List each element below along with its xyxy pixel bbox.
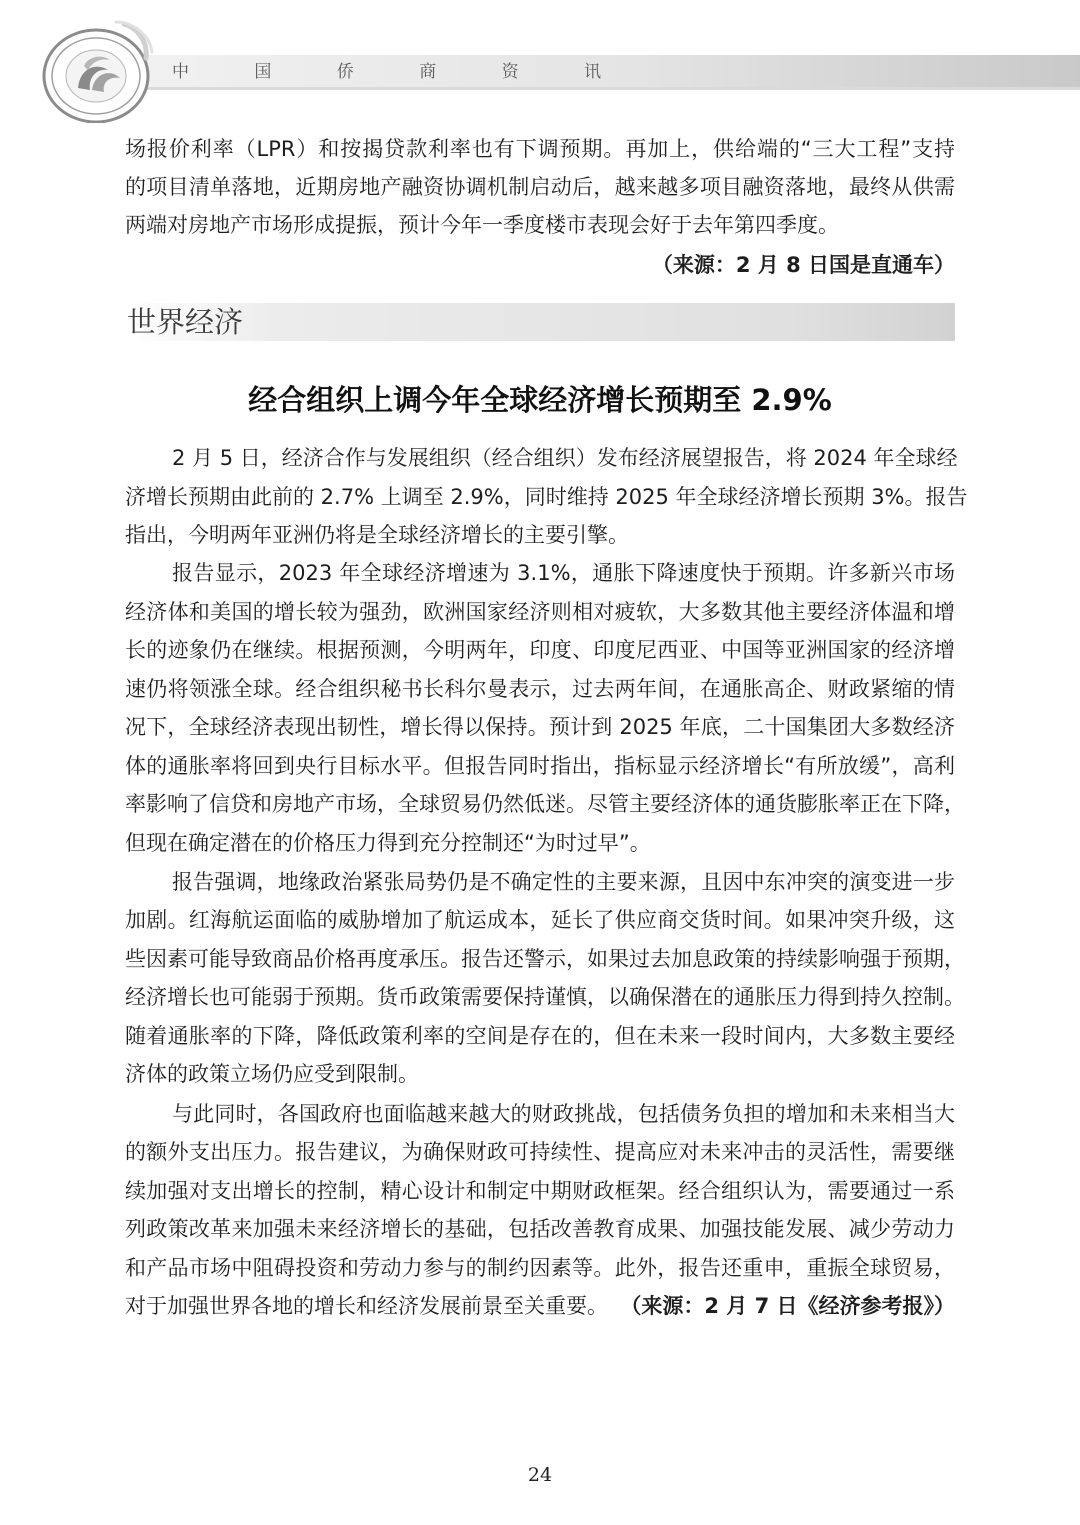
text-line: 指出，今明两年亚洲仍将是全球经济增长的主要引擎。: [125, 523, 629, 547]
text-line: 对于加强世界各地的增长和经济发展前景至关重要。: [125, 1294, 608, 1318]
text-line: 但现在确定潜在的价格压力得到充分控制还“为时过早”。: [125, 831, 651, 855]
text-line: 经济增长也可能弱于预期。货币政策需要保持谨慎，以确保潜在的通胀压力得到持久控制。: [125, 985, 965, 1009]
section-banner: [125, 303, 955, 341]
text-line: 的额外支出压力。报告建议，为确保财政可持续性、提高应对未来冲击的灵活性，需要继: [125, 1140, 955, 1164]
text-line: 与此同时，各国政府也面临越来越大的财政挑战，包括债务负担的增加和未来相当大: [172, 1102, 955, 1126]
article-source: （来源：2 月 7 日《经济参考报》）: [620, 1294, 955, 1318]
text-line: 场报价利率（LPR）和按揭贷款利率也有下调预期。再加上，供给端的“三大工程”支持: [125, 137, 955, 161]
text-line: 的项目清单落地，近期房地产融资协调机制启动后，越来越多项目融资落地，最终从供需: [125, 175, 955, 199]
text-line: 2 月 5 日，经济合作与发展组织（经合组织）发布经济展望报告，将 2024 年全球经: [172, 446, 958, 470]
text-line: 和产品市场中阻碍投资和劳动力参与的制约因素等。此外，报告还重申，重振全球贸易，: [125, 1256, 955, 1280]
text-line: 报告显示，2023 年全球经济增速为 3.1%，通胀下降速度快于预期。许多新兴市场: [172, 561, 955, 585]
text-line: 些因素可能导致商品价格再度承压。报告还警示，如果过去加息政策的持续影响强于预期，: [125, 947, 965, 971]
text-line: 报告强调，地缘政治紧张局势仍是不确定性的主要来源，且因中东冲突的演变进一步: [172, 870, 955, 894]
text-line: 续加强对支出增长的控制，精心设计和制定中期财政框架。经合组织认为，需要通过一系: [125, 1179, 955, 1203]
text-line: 况下，全球经济表现出韧性，增长得以保持。预计到 2025 年底，二十国集团大多数经济: [125, 715, 955, 739]
header-title: 中 国 侨 商 资 讯: [172, 62, 632, 82]
text-line: 率影响了信贷和房地产市场，全球贸易仍然低迷。尽管主要经济体的通货膨胀率正在下降，: [125, 792, 965, 816]
section-title: 世界经济: [127, 305, 244, 339]
text-line: 济增长预期由此前的 2.7% 上调至 2.9%，同时维持 2025 年全球经济增长预期 3%。报告: [125, 485, 968, 509]
logo-icon: [38, 18, 156, 123]
article-title: 经合组织上调今年全球经济增长预期至 2.9%: [248, 383, 832, 417]
text-line: 随着通胀率的下降，降低政策利率的空间是存在的，但在未来一段时间内，大多数主要经: [125, 1024, 955, 1048]
text-line: 济体的政策立场仍应受到限制。: [125, 1062, 419, 1086]
prev-article-source: （来源：2 月 8 日国是直通车）: [651, 253, 955, 277]
text-line: 列政策改革来加强未来经济增长的基础，包括改善教育成果、加强技能发展、减少劳动力: [125, 1217, 955, 1241]
text-line: 速仍将领涨全球。经合组织秘书长科尔曼表示，过去两年间，在通胀高企、财政紧缩的情: [125, 677, 955, 701]
text-line: 加剧。红海航运面临的威胁增加了航运成本，延长了供应商交货时间。如果冲突升级，这: [125, 908, 955, 932]
text-line: 长的迹象仍在继续。根据预测，今明两年，印度、印度尼西亚、中国等亚洲国家的经济增: [125, 638, 955, 662]
text-line: 体的通胀率将回到央行目标水平。但报告同时指出，指标显示经济增长“有所放缓”，高利: [125, 754, 955, 778]
text-line: 经济体和美国的增长较为强劲，欧洲国家经济则相对疲软，大多数其他主要经济体温和增: [125, 600, 955, 624]
text-line: 两端对房地产市场形成提振，预计今年一季度楼市表现会好于去年第四季度。: [125, 213, 839, 237]
page-number: 24: [527, 1464, 553, 1486]
